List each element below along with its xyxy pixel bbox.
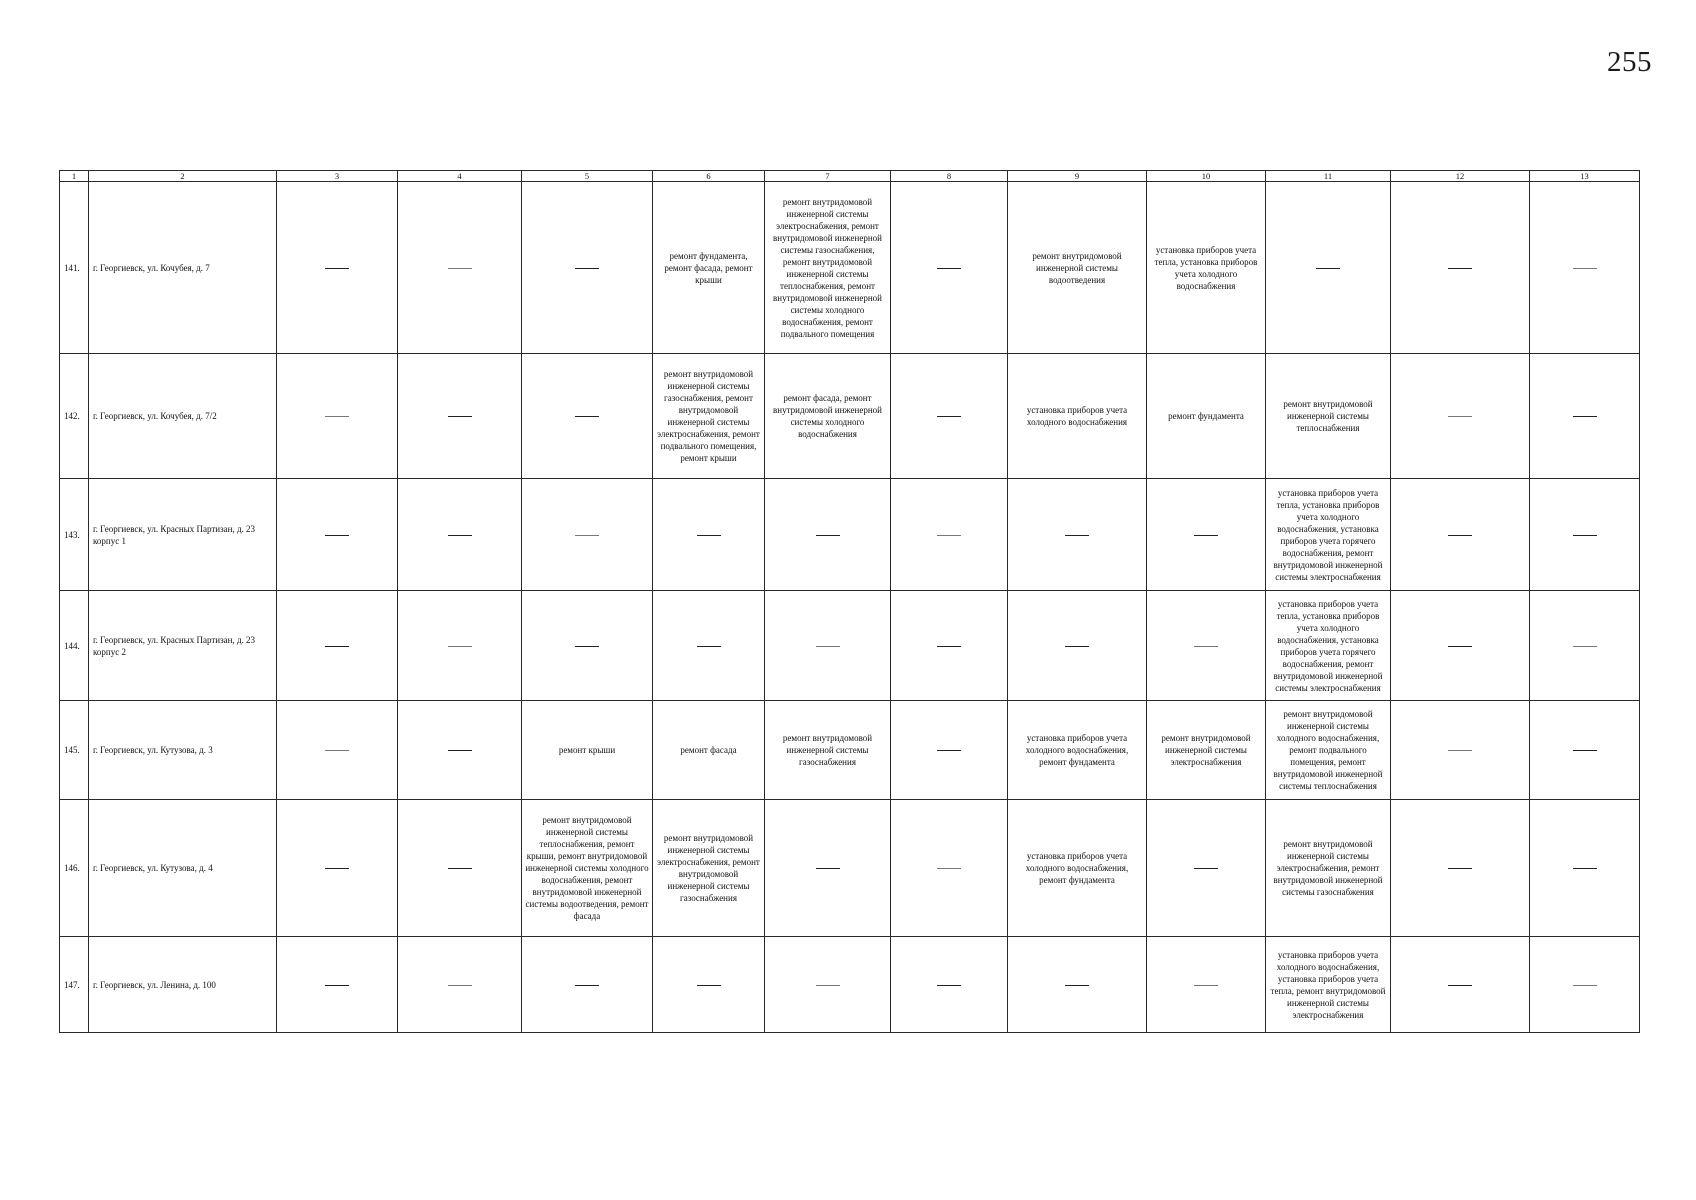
work-description [1147,182,1266,354]
building-address: г. Георгиевск, ул. Кочубея, д. 7/2 [89,354,277,479]
empty-cell [398,182,522,354]
column-number: 4 [398,171,522,182]
empty-cell [1147,479,1266,591]
column-number: 6 [653,171,765,182]
row-number: 143. [60,479,89,591]
work-description [1266,800,1391,937]
work-text: ремонт внутридомовой инженерной системы водоотведения [1032,250,1122,285]
dash-mark [325,268,349,269]
building-address: г. Георгиевск, ул. Красных Партизан, д. 23 корпус 2 [89,591,277,701]
empty-cell [891,591,1008,701]
empty-cell [277,479,398,591]
empty-cell [653,479,765,591]
work-description [653,701,765,800]
empty-cell [653,937,765,1033]
empty-cell [398,937,522,1033]
dash-mark [1448,868,1472,869]
empty-cell [277,354,398,479]
row-number: 145. [60,701,89,800]
dash-mark [1065,646,1089,647]
row-number: 146. [60,800,89,937]
work-text: установка приборов учета тепла, установка приборов учета холодного водоснабжения, установка приборов учета горячего водоснабжения, ремонт внутридомовой инженерной системы электроснабжения [1273,487,1383,582]
dash-mark [1448,268,1472,269]
column-number: 8 [891,171,1008,182]
dash-mark [1194,985,1218,986]
empty-cell [1530,182,1640,354]
column-number: 3 [277,171,398,182]
dash-mark [325,750,349,751]
dash-mark [697,646,721,647]
dash-mark [937,868,961,869]
dash-mark [448,268,472,269]
dash-mark [937,535,961,536]
empty-cell [522,937,653,1033]
dash-mark [816,535,840,536]
column-number: 1 [60,171,89,182]
empty-cell [1391,701,1530,800]
dash-mark [937,268,961,269]
empty-cell [398,800,522,937]
empty-cell [765,591,891,701]
work-text: ремонт фасада [680,745,737,755]
column-number: 11 [1266,171,1391,182]
empty-cell [891,354,1008,479]
empty-cell [1008,479,1147,591]
empty-cell [277,937,398,1033]
page-number: 255 [1607,46,1652,78]
dash-mark [1573,985,1597,986]
dash-mark [575,535,599,536]
dash-mark [325,535,349,536]
empty-cell [1530,354,1640,479]
empty-cell [1530,701,1640,800]
empty-cell [277,701,398,800]
table-row [60,591,1640,701]
dash-mark [1573,646,1597,647]
dash-mark [1448,646,1472,647]
dash-mark [1573,750,1597,751]
dash-mark [448,416,472,417]
empty-cell [1147,591,1266,701]
column-number: 5 [522,171,653,182]
empty-cell [522,591,653,701]
empty-cell [1391,479,1530,591]
empty-cell [765,937,891,1033]
empty-cell [891,182,1008,354]
dash-mark [575,646,599,647]
repair-schedule-table [59,170,1640,1033]
work-description [1147,354,1266,479]
dash-mark [937,750,961,751]
dash-mark [325,416,349,417]
dash-mark [937,646,961,647]
building-address: г. Георгиевск, ул. Кутузова, д. 4 [89,800,277,937]
work-description [1266,591,1391,701]
work-description [765,182,891,354]
empty-cell [1391,182,1530,354]
empty-cell [1530,937,1640,1033]
table-row [60,182,1640,354]
dash-mark [575,985,599,986]
work-text: ремонт внутридомовой инженерной системы электроснабжения, ремонт внутридомовой инженерной системы газоснабжения [1273,839,1383,897]
work-text: ремонт внутридомовой инженерной системы холодного водоснабжения, ремонт подвального помещения, ремонт внутридомовой инженерной системы теплоснабжения [1273,709,1383,791]
work-description [1266,701,1391,800]
work-description [653,182,765,354]
column-number: 2 [89,171,277,182]
dash-mark [1194,535,1218,536]
dash-mark [575,268,599,269]
dash-mark [1573,535,1597,536]
row-number: 141. [60,182,89,354]
empty-cell [398,479,522,591]
column-number: 13 [1530,171,1640,182]
empty-cell [891,479,1008,591]
building-address: г. Георгиевск, ул. Кочубея, д. 7 [89,182,277,354]
dash-mark [448,985,472,986]
dash-mark [1448,750,1472,751]
dash-mark [816,868,840,869]
column-number: 7 [765,171,891,182]
dash-mark [697,535,721,536]
work-description [653,800,765,937]
work-text: установка приборов учета холодного водоснабжения, установка приборов учета тепла, ремонт внутридомовой инженерной системы электроснабжения [1270,949,1386,1020]
dash-mark [1448,985,1472,986]
work-text: установка приборов учета холодного водоснабжения, ремонт фундамента [1025,851,1129,885]
empty-cell [522,182,653,354]
dash-mark [1573,268,1597,269]
dash-mark [697,985,721,986]
empty-cell [1008,591,1147,701]
empty-cell [1266,182,1391,354]
dash-mark [1448,416,1472,417]
dash-mark [1448,535,1472,536]
work-description [1266,937,1391,1033]
empty-cell [1147,800,1266,937]
empty-cell [522,479,653,591]
empty-cell [891,937,1008,1033]
work-text: ремонт фундамента [1168,411,1244,421]
empty-cell [765,479,891,591]
dash-mark [1316,268,1340,269]
dash-mark [937,985,961,986]
empty-cell [1391,354,1530,479]
empty-cell [1391,591,1530,701]
work-text: ремонт внутридомовой инженерной системы электроснабжения, ремонт внутридомовой инженерной системы газоснабжения, ремонт внутридомовой инженерной системы теплоснабжения, ремонт внутридомовой инженерной системы холодного водоснабжения, ремонт подвального помещения [773,196,882,339]
dash-mark [816,985,840,986]
empty-cell [1391,800,1530,937]
dash-mark [1194,646,1218,647]
column-number: 12 [1391,171,1530,182]
work-text: установка приборов учета тепла, установка приборов учета холодного водоснабжения, установка приборов учета горячего водоснабжения, ремонт внутридомовой инженерной системы электроснабжения [1273,598,1383,693]
work-text: ремонт внутридомовой инженерной системы теплоснабжения, ремонт крыши, ремонт внутридомовой инженерной системы холодного водоснабжения, ремонт внутридомовой инженерной системы водоотведения, ремонт фасада [525,815,649,921]
row-number: 144. [60,591,89,701]
empty-cell [1008,937,1147,1033]
work-description [1266,354,1391,479]
column-number: 9 [1008,171,1147,182]
empty-cell [1530,591,1640,701]
work-description [1147,701,1266,800]
dash-mark [448,868,472,869]
table-row [60,354,1640,479]
table-row [60,937,1640,1033]
dash-mark [575,416,599,417]
dash-mark [448,535,472,536]
column-number: 10 [1147,171,1266,182]
empty-cell [891,800,1008,937]
work-description [1008,701,1147,800]
dash-mark [1065,985,1089,986]
column-number-row [60,171,1640,182]
empty-cell [653,591,765,701]
work-description [522,701,653,800]
dash-mark [937,416,961,417]
row-number: 147. [60,937,89,1033]
work-description [765,701,891,800]
table-body [60,171,1640,1033]
work-text: ремонт внутридомовой инженерной системы газоснабжения [782,733,873,767]
work-text: ремонт внутридомовой инженерной системы теплоснабжения [1283,399,1373,433]
empty-cell [1530,479,1640,591]
dash-mark [1065,535,1089,536]
work-description [765,354,891,479]
table-row [60,800,1640,937]
empty-cell [277,591,398,701]
table-row [60,479,1640,591]
work-description [1008,354,1147,479]
empty-cell [277,182,398,354]
work-text: установка приборов учета тепла, установка приборов учета холодного водоснабжения [1154,244,1258,291]
dash-mark [1573,416,1597,417]
empty-cell [1147,937,1266,1033]
table-row [60,701,1640,800]
building-address: г. Георгиевск, ул. Ленина, д. 100 [89,937,277,1033]
dash-mark [325,985,349,986]
empty-cell [277,800,398,937]
work-text: ремонт фасада, ремонт внутридомовой инженерной системы холодного водоснабжения [773,393,882,439]
empty-cell [398,591,522,701]
building-address: г. Георгиевск, ул. Кутузова, д. 3 [89,701,277,800]
work-description [1008,800,1147,937]
work-description [1008,182,1147,354]
empty-cell [398,354,522,479]
work-description [1266,479,1391,591]
empty-cell [522,354,653,479]
work-text: ремонт внутридомовой инженерной системы газоснабжения, ремонт внутридомовой инженерной системы электроснабжения, ремонт подвального помещения, ремонт крыши [657,369,760,463]
dash-mark [448,750,472,751]
work-description [653,354,765,479]
work-text: ремонт внутридомовой инженерной системы электроснабжения, ремонт внутридомовой инженерной системы газоснабжения [657,833,760,903]
dash-mark [325,646,349,647]
work-text: ремонт крыши [558,745,616,755]
empty-cell [765,800,891,937]
building-address: г. Георгиевск, ул. Красных Партизан, д. 23 корпус 1 [89,479,277,591]
dash-mark [325,868,349,869]
work-text: установка приборов учета холодного водоснабжения [1026,405,1128,427]
empty-cell [1530,800,1640,937]
row-number: 142. [60,354,89,479]
dash-mark [448,646,472,647]
work-text: установка приборов учета холодного водоснабжения, ремонт фундамента [1025,733,1129,767]
dash-mark [1194,868,1218,869]
empty-cell [891,701,1008,800]
dash-mark [1573,868,1597,869]
empty-cell [398,701,522,800]
work-text: ремонт фундамента, ремонт фасада, ремонт крыши [664,250,753,285]
work-text: ремонт внутридомовой инженерной системы электроснабжения [1161,733,1251,767]
empty-cell [1391,937,1530,1033]
work-description [522,800,653,937]
dash-mark [816,646,840,647]
